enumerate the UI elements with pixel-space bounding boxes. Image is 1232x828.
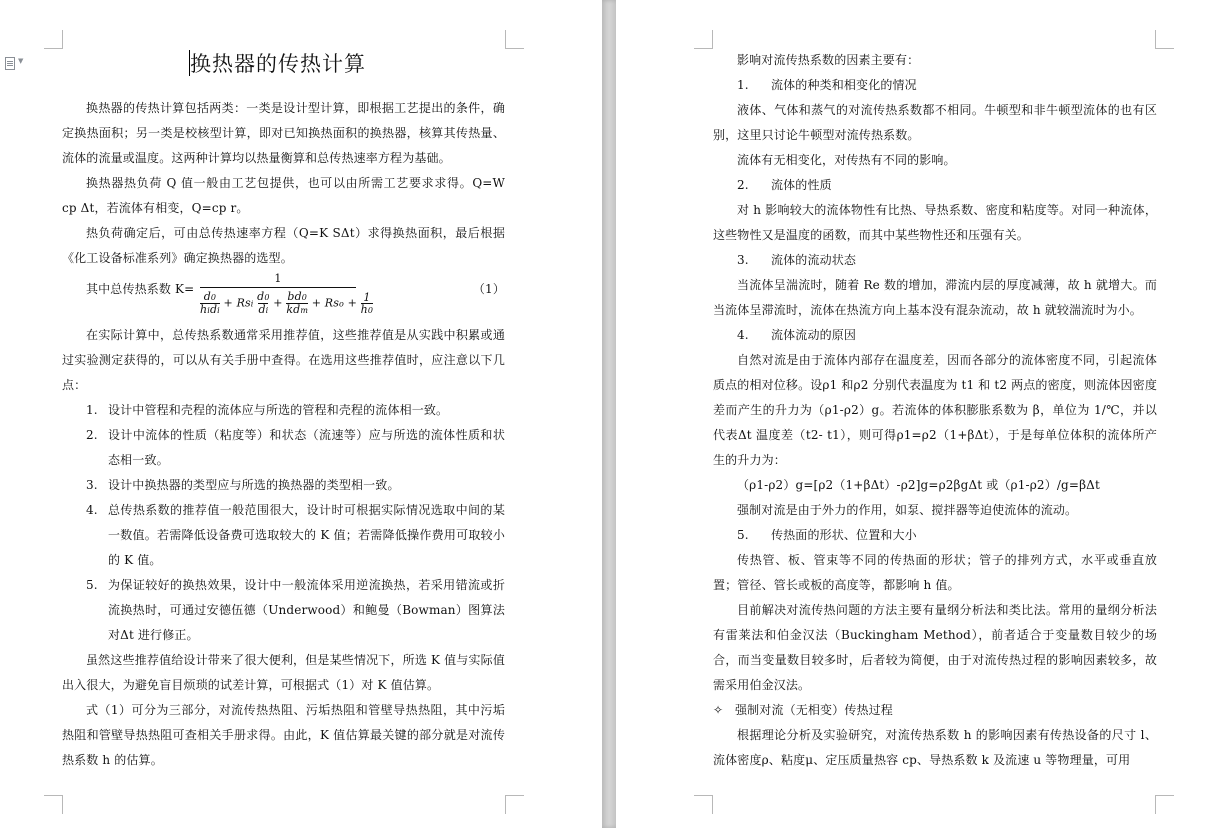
paragraph[interactable]: 流体有无相变化，对传热有不同的影响。 bbox=[737, 153, 956, 167]
list-item[interactable]: 3. 设计中换热器的类型应与所选的换热器的类型相一致。 bbox=[86, 478, 400, 492]
margin-corner-mark bbox=[44, 30, 63, 49]
section-heading[interactable]: 1. 流体的种类和相变化的情况 bbox=[737, 78, 917, 92]
margin-corner-mark bbox=[505, 795, 524, 814]
formula-number: （1） bbox=[472, 282, 505, 296]
section-heading[interactable]: 3. 流体的流动状态 bbox=[737, 253, 857, 267]
document-title[interactable]: 换热器的传热计算 bbox=[190, 52, 366, 76]
formula-k[interactable] bbox=[62, 269, 505, 323]
formula-numerator: 1 bbox=[274, 272, 282, 285]
paragraph[interactable]: 强制对流是由于外力的作用，如泵、搅拌器等迫使流体的流动。 bbox=[737, 503, 1078, 517]
paragraph[interactable]: 传热管、板、管束等不同的传热面的形状；管子的排列方式，水平或垂直放置；管径、管长或板的高度等，都影响 h 值。 bbox=[713, 553, 1157, 592]
paragraph[interactable]: 影响对流传热系数的因素主要有： bbox=[737, 53, 920, 67]
list-item[interactable]: 2. 设计中流体的性质（粘度等）和状态（流速等）应与所选的流体性质和状态相一致。 bbox=[86, 428, 505, 467]
paragraph[interactable]: 目前解决对流传热问题的方法主要有量纲分析法和类比法。常用的量纲分析法有雷莱法和伯金汉法（Buckingham Method），前者适合于变量数目较少的场合，而当变量数目较多时，后者较为简便，由于对流传热过程的影响因素较多，故需采用伯金汉法。 bbox=[713, 603, 1157, 692]
paragraph[interactable]: 对 h 影响较大的流体物性有比热、导热系数、密度和粘度等。对同一种流体，这些物性又是温度的函数，而其中某些物性还和压强有关。 bbox=[713, 203, 1157, 242]
section-heading[interactable]: 5. 传热面的形状、位置和大小 bbox=[737, 528, 917, 542]
diamond-bullet-icon: ✧ bbox=[713, 703, 724, 717]
paragraph[interactable]: 换热器热负荷 Q 值一般由工艺包提供，也可以由所需工艺要求求得。Q=W cp Δt，若流体有相变，Q=cp r。 bbox=[62, 176, 505, 215]
list-item[interactable]: 4. 总传热系数的推荐值一般范围很大，设计时可根据实际情况选取中间的某一数值。若需降低设备费可选取较大的 K 值；若需降低操作费用可取较小的 K 值。 bbox=[86, 503, 505, 567]
margin-corner-mark bbox=[505, 30, 524, 49]
section-heading[interactable]: 4. 流体流动的原因 bbox=[737, 328, 857, 342]
paragraph[interactable]: 虽然这些推荐值给设计带来了很大便利，但是某些情况下，所选 K 值与实际值出入很大，为避免盲目烦琐的试差计算，可根据式（1）对 K 值估算。 bbox=[62, 653, 505, 692]
right-page-body[interactable] bbox=[713, 48, 1157, 773]
bullet-heading[interactable]: ✧ 强制对流（无相变）传热过程 bbox=[713, 698, 1157, 723]
recommendation-list[interactable] bbox=[62, 398, 505, 648]
list-item[interactable]: 5. 为保证较好的换热效果，设计中一般流体采用逆流换热，若采用错流或折流换热时，可通过安德伍德（Underwood）和鲍曼（Bowman）图算法对Δt 进行修正。 bbox=[86, 578, 505, 642]
formula-denominator: d0 hidi + Rsi d0 di + bd0 kdm + Rso + 1 h0 bbox=[200, 290, 374, 316]
paragraph[interactable]: 根据理论分析及实验研究，对流传热系数 h 的影响因素有传热设备的尺寸 l、流体密度ρ、粘度μ、定压质量热容 cp、导热系数 k 及流速 u 等物理量，可用 bbox=[713, 728, 1157, 767]
paragraph[interactable]: 式（1）可分为三部分，对流传热热阻、污垢热阻和管壁导热热阻，其中污垢热阻和管壁导热热阻可查相关手册求得。由此，K 值估算最关键的部分就是对流传热系数 h 的估算。 bbox=[62, 703, 505, 767]
list-item[interactable]: 1. 设计中管程和壳程的流体应与所选的管程和壳程的流体相一致。 bbox=[86, 403, 449, 417]
paragraph[interactable]: 当流体呈湍流时，随着 Re 数的增加，滞流内层的厚度减薄，故 h 就增大。而当流体呈滞流时，流体在热流方向上基本没有混杂流动，故 h 就较湍流时为小。 bbox=[713, 278, 1157, 317]
paragraph[interactable]: 热负荷确定后，可由总传热速率方程（Q=K SΔt）求得换热面积，最后根据《化工设备标准系列》确定换热器的选型。 bbox=[62, 226, 505, 265]
paragraph[interactable]: 换热器的传热计算包括两类：一类是设计型计算，即根据工艺提出的条件，确定换热面积；另一类是校核型计算，即对已知换热面积的换热器，核算其传热量、流体的流量或温度。这两种计算均以热量衡算和总传热速率方程为基础。 bbox=[62, 101, 505, 165]
paragraph[interactable]: 自然对流是由于流体内部存在温度差，因而各部分的流体密度不同，引起流体质点的相对位移。设ρ1 和ρ2 分别代表温度为 t1 和 t2 两点的密度，则流体因密度差而产生的升力为（ρ1-ρ2）g。若流体的体积膨胀系数为 β，单位为 1/℃，并以代表Δt 温度差（t2- t1），则可得ρ1=ρ2（1+βΔt），于是每单位体积的流体所产生的升力为： bbox=[713, 353, 1157, 467]
margin-corner-mark bbox=[694, 30, 713, 49]
page-gutter bbox=[602, 0, 616, 828]
margin-corner-mark bbox=[1155, 795, 1174, 814]
margin-corner-mark bbox=[1155, 30, 1174, 49]
formula-fraction bbox=[200, 271, 374, 316]
left-page bbox=[0, 0, 602, 828]
document-nav-icon[interactable]: ▼ bbox=[5, 56, 27, 70]
buoyancy-equation[interactable]: （ρ1-ρ2）g=[ρ2（1+βΔt）-ρ2]g=ρ2βgΔt 或（ρ1-ρ2）/g=βΔt bbox=[737, 478, 1100, 492]
section-heading[interactable]: 2. 流体的性质 bbox=[737, 178, 832, 192]
margin-corner-mark bbox=[694, 795, 713, 814]
margin-corner-mark bbox=[44, 795, 63, 814]
left-page-body[interactable] bbox=[62, 96, 505, 773]
paragraph[interactable]: 液体、气体和蒸气的对流传热系数都不相同。牛顿型和非牛顿型流体的也有区别，这里只讨论牛顿型对流传热系数。 bbox=[713, 103, 1157, 142]
paragraph[interactable]: 在实际计算中，总传热系数通常采用推荐值，这些推荐值是从实践中积累或通过实验测定获得的，可以从有关手册中查得。在选用这些推荐值时，应注意以下几点： bbox=[62, 328, 505, 392]
formula-label: 其中总传热系数 K= bbox=[86, 282, 195, 296]
